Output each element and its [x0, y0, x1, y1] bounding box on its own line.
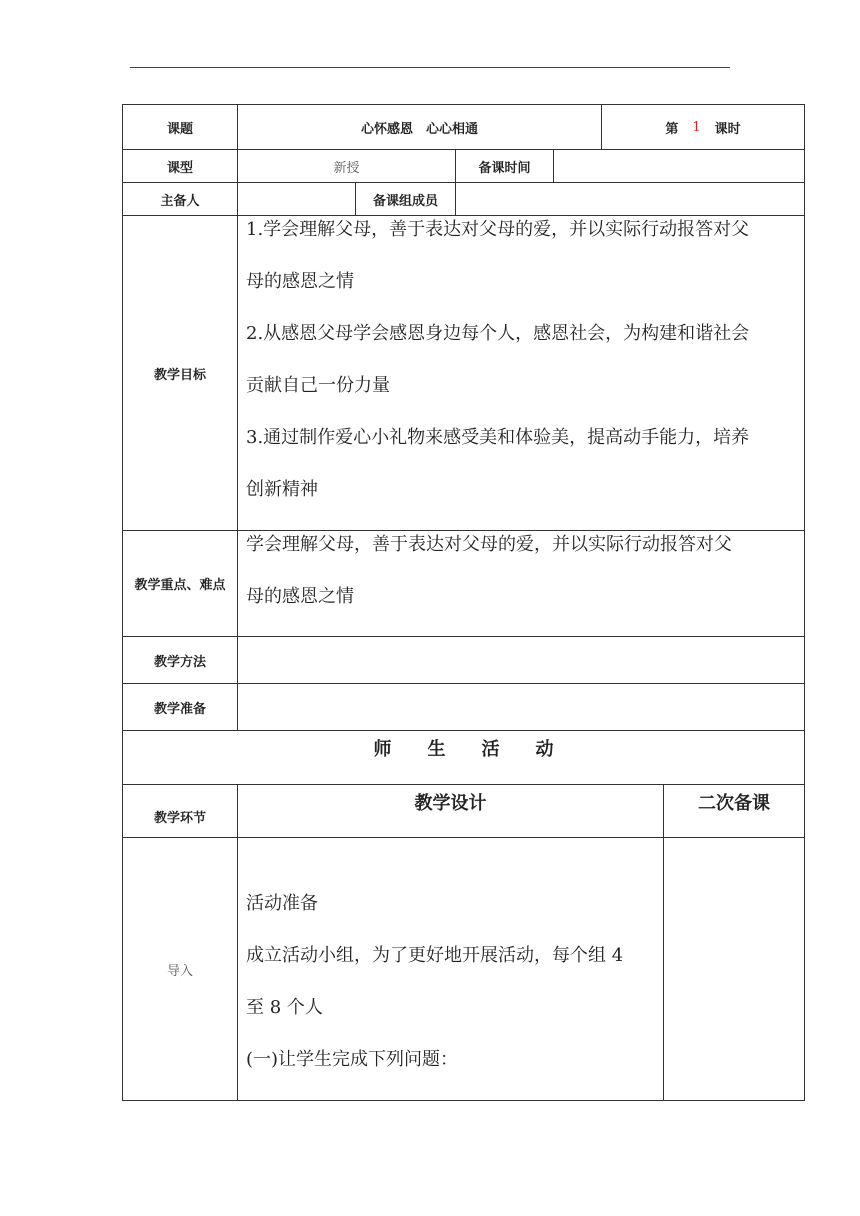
intro-stage: 导入 [166, 963, 193, 979]
type-value-cell [237, 149, 456, 183]
method-value-cell [237, 636, 805, 684]
key-points-label: 教学重点、难点 [134, 578, 226, 593]
lead-label: 主备人 [160, 193, 200, 209]
goals-content-cell [237, 215, 805, 531]
prep-time-label-cell [455, 149, 554, 183]
method-label: 教学方法 [153, 654, 206, 670]
lesson-prefix: 第 [665, 121, 679, 137]
topic-label: 课题 [166, 121, 193, 137]
second-prep-label-cell [663, 784, 805, 838]
members-label: 备课组成员 [372, 193, 438, 209]
activity-title: 师 生 活 动 [373, 739, 554, 760]
prep-time-value-cell [553, 149, 805, 183]
intro-content-cell [237, 837, 664, 1101]
topic-label-cell [122, 104, 238, 150]
prep-label-cell [122, 683, 238, 731]
key-points-label-cell [122, 530, 238, 637]
goal-line: 母的感恩之情 [246, 271, 354, 292]
method-label-cell [122, 636, 238, 684]
intro-line: 活动准备 [246, 893, 318, 914]
prep-value-cell [237, 683, 805, 731]
topic-value-cell [237, 104, 602, 150]
key-points-content-cell [237, 530, 805, 637]
goals-label-cell [122, 215, 238, 531]
goal-line: 1.学会理解父母，善于表达对父母的爱，并以实际行动报答对父 [246, 219, 750, 240]
stage-label: 教学环节 [153, 811, 206, 826]
key-point-line: 学会理解父母，善于表达对父母的爱，并以实际行动报答对父 [246, 534, 732, 555]
topic-value: 心怀感恩 心心相通 [360, 121, 478, 137]
goals-label: 教学目标 [153, 367, 206, 383]
lesson-count-cell [601, 104, 805, 150]
design-label-cell [237, 784, 664, 838]
lesson-suffix: 课时 [714, 121, 741, 137]
intro-stage-cell [122, 837, 238, 1101]
lead-label-cell [122, 182, 238, 216]
header-rule [130, 67, 730, 68]
intro-line: (一)让学生完成下列问题： [246, 1049, 459, 1070]
activity-title-cell [122, 730, 805, 785]
second-prep-label: 二次备课 [698, 793, 770, 814]
goal-line: 贡献自己一份力量 [246, 375, 390, 396]
intro-line: 成立活动小组，为了更好地开展活动，每个组 4 [246, 945, 624, 966]
prep-label: 教学准备 [153, 701, 206, 717]
goal-line: 创新精神 [246, 479, 318, 500]
stage-label-cell [122, 784, 238, 838]
lesson-number: 1 [692, 119, 701, 135]
type-label-cell [122, 149, 238, 183]
type-label: 课型 [166, 160, 193, 176]
key-point-line: 母的感恩之情 [246, 586, 354, 607]
intro-line: 至 8 个人 [246, 997, 323, 1018]
prep-time-label: 备课时间 [478, 160, 531, 176]
goal-line: 2.从感恩父母学会感恩身边每个人，感恩社会，为构建和谐社会 [246, 323, 750, 344]
type-value: 新授 [333, 160, 360, 176]
intro-second-prep-cell [663, 837, 805, 1101]
design-label: 教学设计 [414, 793, 487, 814]
goal-line: 3.通过制作爱心小礼物来感受美和体验美，提高动手能力，培养 [246, 427, 750, 448]
